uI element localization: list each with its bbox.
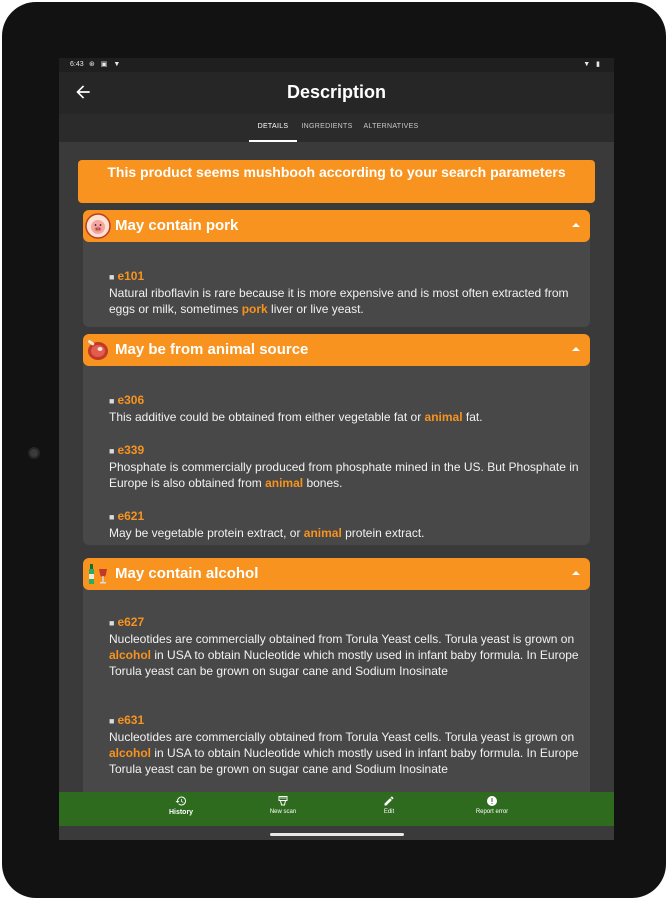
keyword-highlight: alcohol [109, 648, 152, 662]
history-icon [175, 795, 187, 807]
tablet-frame [2, 2, 666, 898]
wine-icon [85, 561, 111, 587]
list-item [109, 392, 579, 425]
status-system-icons: ▼ ▮ [583, 61, 602, 68]
bullet-icon: ■ [109, 512, 115, 522]
keyword-highlight: animal [265, 476, 304, 490]
keyword-highlight: animal [303, 526, 342, 540]
additive-code[interactable]: e306 [117, 393, 145, 407]
section-title: May contain alcohol [115, 565, 259, 582]
tab-bar [59, 114, 614, 142]
bullet-icon: ■ [109, 618, 115, 628]
additive-code[interactable]: e631 [117, 713, 145, 727]
bullet-icon: ■ [109, 446, 115, 456]
additive-code[interactable]: e627 [117, 615, 145, 629]
pencil-icon [383, 795, 395, 807]
section-title: May be from animal source [115, 341, 309, 358]
section-header[interactable] [83, 210, 590, 242]
additive-code[interactable]: e339 [117, 443, 145, 457]
meat-icon [85, 337, 111, 363]
status-banner: This product seems mushbooh according to your search parameters [78, 160, 595, 203]
pig-icon [85, 213, 111, 239]
additive-description: Phosphate is commercially produced from phosphate mined in the US. But Phosphate in Europe is also obtained from animal bones. [109, 460, 579, 490]
scanner-icon [277, 795, 289, 807]
app-bar [59, 72, 614, 114]
tab-alternatives[interactable]: ALTERNATIVES [363, 123, 419, 130]
details-content[interactable] [59, 142, 614, 792]
nav-edit[interactable]: Edit [354, 795, 424, 815]
chevron-up-icon[interactable] [572, 570, 580, 576]
section-may-be-from-animal-source [83, 334, 590, 545]
additive-description: Nucleotides are commercially obtained from Torula Yeast cells. Torula yeast is grown on alcohol in USA to obtain Nucleotide which mostly used in infant baby formula. In Europe Torula yeast can be grown on sugar cane and Sodium Inosinate [109, 632, 579, 678]
bottom-navigation [59, 792, 614, 826]
tab-details[interactable]: DETAILS [257, 123, 289, 130]
nav-history[interactable]: History [146, 795, 216, 816]
page-title: Description [286, 82, 387, 102]
bullet-icon: ■ [109, 396, 115, 406]
chevron-up-icon[interactable] [572, 222, 580, 228]
section-may-contain-pork [83, 210, 590, 327]
section-header[interactable] [83, 558, 590, 590]
gesture-home-bar[interactable] [270, 833, 404, 836]
keyword-highlight: animal [424, 410, 463, 424]
list-item [109, 268, 579, 317]
section-header[interactable] [83, 334, 590, 366]
keyword-highlight: pork [241, 302, 268, 316]
nav-new-scan[interactable]: New scan [248, 795, 318, 815]
status-bar [59, 58, 614, 72]
front-camera [28, 447, 40, 459]
bullet-icon: ■ [109, 272, 115, 282]
list-item [109, 712, 579, 777]
additive-description: Nucleotides are commercially obtained from Torula Yeast cells. Torula yeast is grown on alcohol in USA to obtain Nucleotide which mostly used in infant baby formula. In Europe Torula yeast can be grown on sugar cane and Sodium Inosinate [109, 730, 579, 776]
additive-description: This additive could be obtained from either vegetable fat or animal fat. [109, 410, 483, 424]
app-screen [59, 58, 614, 840]
additive-description: Natural riboflavin is rare because it is more expensive and is most often extracted from eggs or milk, sometimes pork liver or live yeast. [109, 286, 569, 316]
list-item [109, 442, 579, 491]
keyword-highlight: alcohol [109, 746, 152, 760]
additive-code[interactable]: e101 [117, 269, 145, 283]
alert-icon [486, 795, 498, 807]
section-title: May contain pork [115, 217, 239, 234]
additive-description: May be vegetable protein extract, or animal protein extract. [109, 526, 425, 540]
status-time: 6:43 [70, 61, 84, 68]
status-notification-icons: ⊛ ▣ ▼ [89, 61, 123, 68]
bullet-icon: ■ [109, 716, 115, 726]
list-item [109, 508, 579, 541]
section-may-contain-alcohol [83, 558, 590, 818]
chevron-up-icon[interactable] [572, 346, 580, 352]
tab-ingredients[interactable]: INGREDIENTS [301, 123, 353, 130]
additive-code[interactable]: e621 [117, 509, 145, 523]
list-item [109, 614, 579, 679]
nav-report-error[interactable]: Report error [457, 795, 527, 815]
